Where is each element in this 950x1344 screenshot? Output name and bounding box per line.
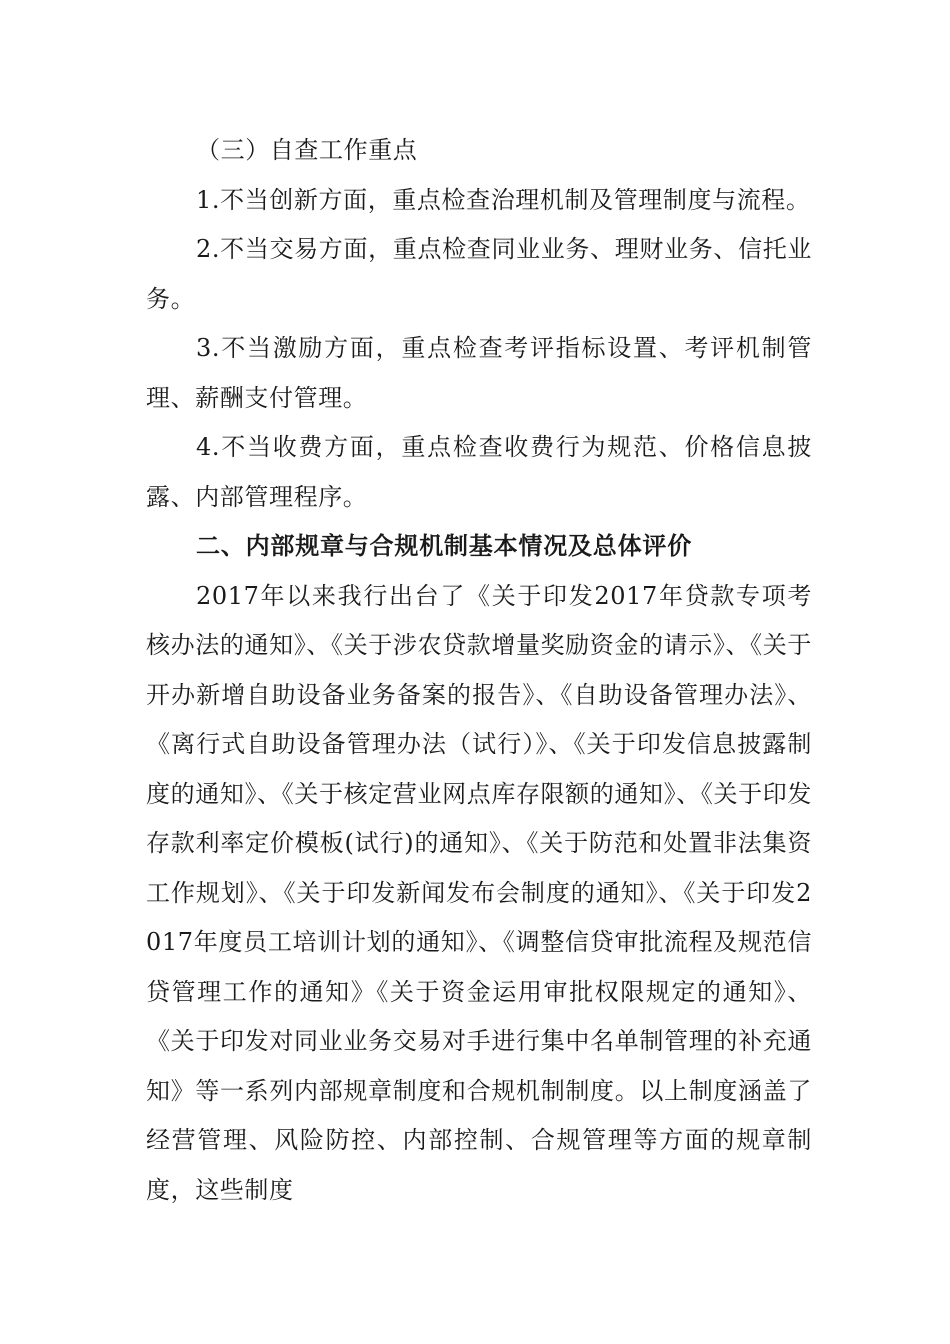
list-item-improper-incentive: 3.不当激励方面，重点检查考评指标设置、考评机制管理、薪酬支付管理。 — [146, 334, 812, 412]
section-heading-internal-rules: 二、内部规章与合规机制基本情况及总体评价 — [196, 532, 692, 560]
list-item-improper-transaction: 2.不当交易方面，重点检查同业业务、理财业务、信托业务。 — [146, 235, 812, 313]
section-heading-self-check-focus: （三）自查工作重点 — [196, 136, 418, 164]
body-paragraph-regulations: 2017年以来我行出台了《关于印发2017年贷款专项考核办法的通知》、《关于涉农贷款增量奖励资金的请示》、《关于开办新增自助设备业务备案的报告》、《自助设备管理办法》、《离行式自助设备管理办法（试行）》、《关于印发信息披露制度的通知》、《关于核定营业网点库存限额的通知》、《关于印发存款利率定价模板(试行)的通知》、《关于防范和处置非法集资工作规划》、《关于印发新闻发布会制度的通知》、《关于印发2017年度员工培训计划的通知》、《调整信贷审批流程及规范信贷管理工作的通知》《关于资金运用审批权限规定的通知》、《关于印发对同业业务交易对手进行集中名单制管理的补充通知》等一系列内部规章制度和合规机制制度。以上制度涵盖了经营管理、风险防控、内部控制、合规管理等方面的规章制度，这些制度 — [146, 581, 812, 1204]
list-item-improper-innovation: 1.不当创新方面，重点检查治理机制及管理制度与流程。 — [196, 185, 811, 214]
document-body — [146, 126, 812, 1215]
list-item-improper-fees: 4.不当收费方面，重点检查收费行为规范、价格信息披露、内部管理程序。 — [146, 433, 812, 511]
